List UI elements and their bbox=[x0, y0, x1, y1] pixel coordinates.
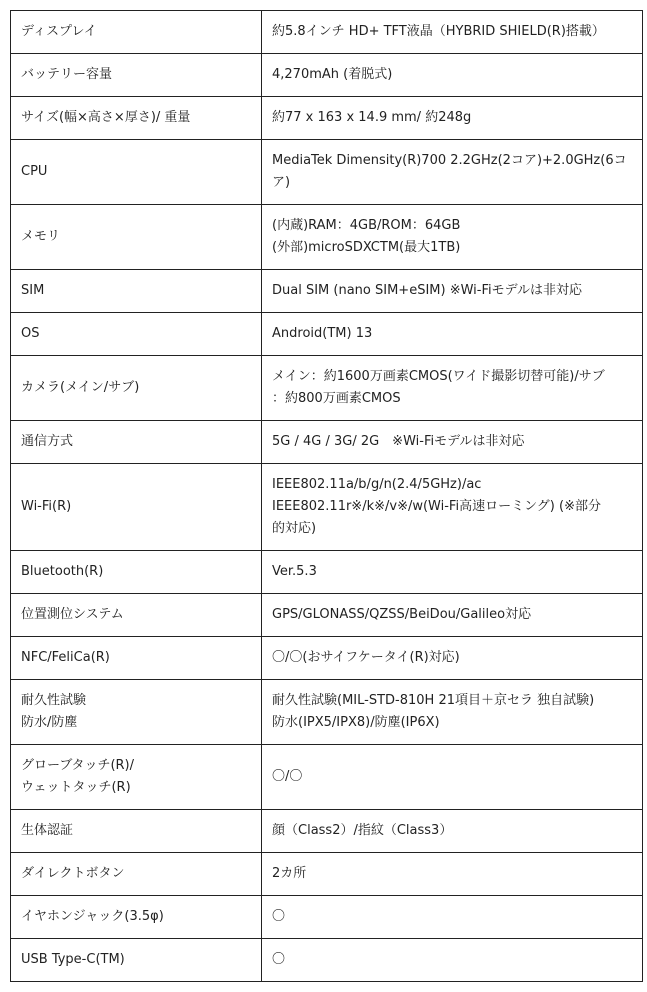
spec-value-text: MediaTek Dimensity(R)700 2.2GHz(2コア)+2.0GHz(6コ bbox=[272, 153, 627, 168]
spec-row-os bbox=[11, 313, 643, 356]
spec-key-text: USB Type-C(TM) bbox=[21, 952, 125, 967]
spec-key bbox=[11, 810, 262, 853]
spec-key-text: 生体認証 bbox=[21, 823, 74, 838]
spec-value-text: 顔（Class2）/指紋（Class3） bbox=[272, 823, 453, 838]
spec-key bbox=[11, 680, 262, 745]
spec-value-text: 〇 bbox=[272, 952, 286, 967]
spec-table bbox=[10, 10, 643, 982]
spec-value-text: 4,270mAh (着脱式) bbox=[272, 67, 393, 82]
spec-row-memory bbox=[11, 205, 643, 270]
spec-key-text: SIM bbox=[21, 283, 45, 298]
spec-key-text: CPU bbox=[21, 164, 48, 179]
spec-row-sim bbox=[11, 270, 643, 313]
spec-key bbox=[11, 205, 262, 270]
spec-row-size bbox=[11, 97, 643, 140]
spec-key bbox=[11, 421, 262, 464]
spec-row-display bbox=[11, 11, 643, 54]
spec-value bbox=[262, 810, 643, 853]
spec-value bbox=[262, 745, 643, 810]
spec-key-text: グローブタッチ(R)/ bbox=[21, 758, 134, 773]
spec-value bbox=[262, 464, 643, 551]
spec-row-earphone-jack bbox=[11, 896, 643, 939]
spec-value bbox=[262, 939, 643, 982]
spec-key bbox=[11, 464, 262, 551]
spec-value bbox=[262, 11, 643, 54]
spec-key-text: バッテリー容量 bbox=[21, 67, 113, 82]
spec-key bbox=[11, 939, 262, 982]
spec-value bbox=[262, 97, 643, 140]
spec-key bbox=[11, 313, 262, 356]
spec-value-text: Ver.5.3 bbox=[272, 564, 317, 579]
spec-key bbox=[11, 356, 262, 421]
spec-key bbox=[11, 594, 262, 637]
spec-row-camera bbox=[11, 356, 643, 421]
spec-key bbox=[11, 140, 262, 205]
spec-value-text: IEEE802.11r※/k※/v※/w(Wi-Fi高速ローミング) (※部分 bbox=[272, 499, 601, 514]
spec-value bbox=[262, 594, 643, 637]
spec-value-text: 耐久性試験(MIL-STD-810H 21項目＋京セラ 独自試験) bbox=[272, 693, 595, 708]
spec-value-text: ア) bbox=[272, 175, 291, 190]
spec-key-text: NFC/FeliCa(R) bbox=[21, 650, 110, 665]
spec-value-text: (外部)microSDXCTM(最大1TB) bbox=[272, 240, 461, 255]
spec-value bbox=[262, 313, 643, 356]
spec-value bbox=[262, 54, 643, 97]
spec-row-network bbox=[11, 421, 643, 464]
spec-value bbox=[262, 270, 643, 313]
spec-value-text: Dual SIM (nano SIM+eSIM) ※Wi-Fiモデルは非対応 bbox=[272, 283, 582, 298]
spec-key-text: Wi-Fi(R) bbox=[21, 499, 72, 514]
spec-key bbox=[11, 270, 262, 313]
spec-key bbox=[11, 97, 262, 140]
spec-value-text: IEEE802.11a/b/g/n(2.4/5GHz)/ac bbox=[272, 477, 482, 492]
spec-key-text: 防水/防塵 bbox=[21, 715, 78, 730]
spec-row-battery bbox=[11, 54, 643, 97]
spec-value-text: 2カ所 bbox=[272, 866, 307, 881]
spec-value bbox=[262, 680, 643, 745]
spec-value-text: 約5.8インチ HD+ TFT液晶（HYBRID SHIELD(R)搭載） bbox=[272, 24, 605, 39]
spec-key-text: 位置測位システム bbox=[21, 607, 124, 622]
spec-value bbox=[262, 140, 643, 205]
spec-row-gnss bbox=[11, 594, 643, 637]
spec-key-text: イヤホンジャック(3.5φ) bbox=[21, 909, 164, 924]
spec-value-text: (内蔵)RAM：4GB/ROM：64GB bbox=[272, 218, 461, 233]
spec-value-text: 約77 x 163 x 14.9 mm/ 約248g bbox=[272, 110, 472, 125]
spec-value-text: Android(TM) 13 bbox=[272, 326, 373, 341]
spec-key-text: 通信方式 bbox=[21, 434, 74, 449]
spec-value-text: メイン：約1600万画素CMOS(ワイド撮影切替可能)/サブ bbox=[272, 369, 605, 384]
spec-key bbox=[11, 54, 262, 97]
spec-key bbox=[11, 11, 262, 54]
spec-value bbox=[262, 205, 643, 270]
spec-key-text: Bluetooth(R) bbox=[21, 564, 104, 579]
spec-row-usb bbox=[11, 939, 643, 982]
spec-row-touch bbox=[11, 745, 643, 810]
spec-value bbox=[262, 356, 643, 421]
spec-key bbox=[11, 551, 262, 594]
spec-row-direct-button bbox=[11, 853, 643, 896]
spec-value-text: GPS/GLONASS/QZSS/BeiDou/Galileo対応 bbox=[272, 607, 532, 622]
spec-value-text: 〇 bbox=[272, 909, 286, 924]
spec-key-text: OS bbox=[21, 326, 40, 341]
spec-value bbox=[262, 637, 643, 680]
spec-row-wifi bbox=[11, 464, 643, 551]
spec-key-text: 耐久性試験 bbox=[21, 693, 87, 708]
spec-value-text: 〇/〇(おサイフケータイ(R)対応) bbox=[272, 650, 460, 665]
spec-value bbox=[262, 853, 643, 896]
spec-value-text: 防水(IPX5/IPX8)/防塵(IP6X) bbox=[272, 715, 440, 730]
spec-key-text: メモリ bbox=[21, 229, 61, 244]
spec-value-text: 5G / 4G / 3G/ 2G ※Wi-Fiモデルは非対応 bbox=[272, 434, 525, 449]
spec-key bbox=[11, 896, 262, 939]
spec-key-text: ウェットタッチ(R) bbox=[21, 780, 131, 795]
spec-key-text: カメラ(メイン/サブ) bbox=[21, 380, 140, 395]
spec-key bbox=[11, 853, 262, 896]
spec-row-biometrics bbox=[11, 810, 643, 853]
spec-row-bluetooth bbox=[11, 551, 643, 594]
spec-key-text: サイズ(幅×高さ×厚さ)/ 重量 bbox=[21, 110, 191, 125]
spec-value-text: ：約800万画素CMOS bbox=[272, 391, 401, 406]
spec-key bbox=[11, 745, 262, 810]
spec-row-durability bbox=[11, 680, 643, 745]
spec-value-text: 〇/〇 bbox=[272, 769, 303, 784]
spec-value bbox=[262, 421, 643, 464]
spec-value bbox=[262, 551, 643, 594]
spec-value bbox=[262, 896, 643, 939]
spec-key-text: ディスプレイ bbox=[21, 24, 97, 39]
spec-key-text: ダイレクトボタン bbox=[21, 866, 125, 881]
spec-key bbox=[11, 637, 262, 680]
spec-row-cpu bbox=[11, 140, 643, 205]
spec-row-nfc bbox=[11, 637, 643, 680]
spec-value-text: 的対応) bbox=[272, 521, 317, 536]
